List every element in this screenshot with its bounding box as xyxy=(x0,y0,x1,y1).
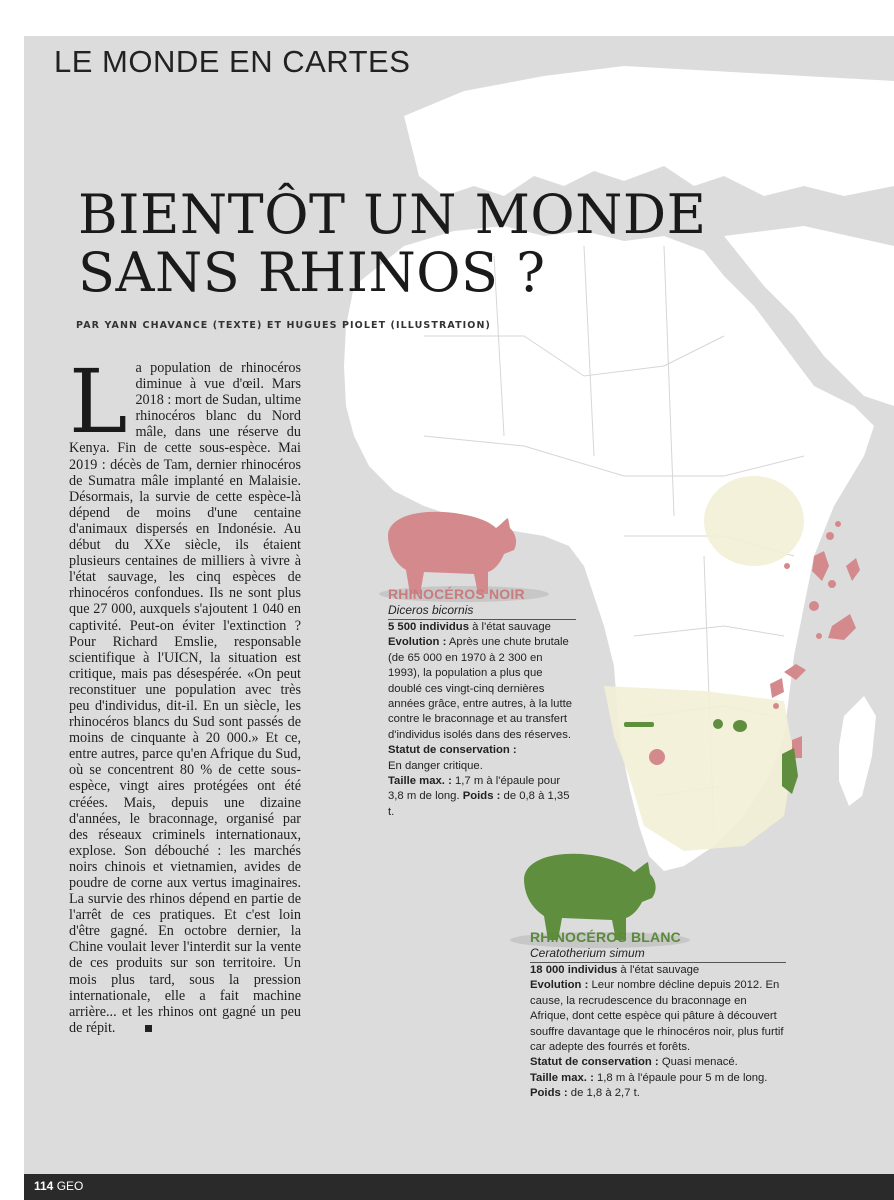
range-zone-south xyxy=(604,686,794,851)
white-rhino-pop xyxy=(713,719,723,729)
black-rhino-pop xyxy=(809,601,819,611)
headline-line-1: BIENTÔT UN MONDE xyxy=(78,183,707,246)
black-rhino-pop xyxy=(784,563,790,569)
black-rhino-pop xyxy=(816,633,822,639)
folio xyxy=(34,1179,83,1193)
dropcap: L xyxy=(69,350,128,453)
black-rhino-pop xyxy=(828,614,856,640)
page-footer xyxy=(24,1174,894,1200)
black-rhino-pop xyxy=(649,749,665,765)
range-zone-east xyxy=(704,476,804,566)
byline: PAR YANN CHAVANCE (TEXTE) ET HUGUES PIOLET (ILLUSTRATION) xyxy=(76,320,491,331)
end-mark xyxy=(145,1025,152,1032)
black-rhino-pop xyxy=(835,521,841,527)
article-text: a population de rhinocéros diminue à vue d'œil. Mars 2018 : mort de Sudan, ultime rhinocéros blanc du Nord mâle, dans une réserve du Kenya. Fin de cette sous-espèce. Mai 2019 : décès de Tam, dernier rhinocéros de Sumatra mâle implanté en Malaisie. Désormais, la survie de cette espèce-là dépend de moins d'une centaine d'animaux dispersés en Indonésie. Au début du XXe siècle, ils étaient plusieurs centaines de milliers à vivre à l'état sauvage, les cinq espèces de rhinocéros confondues. Ils ne sont plus que 27 000, auxquels s'ajoutent 1 040 en captivité. Peut-on éviter l'extinction ? Pour Richard Emslie, responsable scientifique à l'UICN, la situation est critique, mais pas désespérée. «On peut reconstituer une population avec très peu d'individus, dit-il. En un siècle, les rhinocéros blancs du Sud sont passés de moins de cinquante à 20 000.» Et ce, entre autres, parce qu'en Afrique du Sud, où se concentrent 80 % de cette sous-espèce, vingt aires protégées ont été créées. Mais, depuis une dizaine d'années, le braconnage, organisé par des réseaux criminels internationaux, explose. Son débouché : les marchés noirs chinois et vietnamien, avides de poudre de corne aux vertus imaginaires. La survie des rhinos dépend en partie de l'arrêt de ces pratiques. Et c'est loin d'être gagné. En octobre dernier, la Chine voulait lever l'interdit sur la vente de ces produits sur son territoire. Un mois plus tard, sous la pression internationale, elle a fait machine arrière... et les rhinos ont gagné un peu de répit. xyxy=(69,360,301,1036)
species-box-white-rhino xyxy=(530,929,786,1102)
species-size: Taille max. : 1,7 m à l'épaule pour 3,8 m de long. Poids : de 0,8 à 1,35 t. xyxy=(388,775,570,818)
species-latin-name: Ceratotherium simum xyxy=(530,946,786,963)
species-status: Statut de conservation : Quasi menacé. xyxy=(530,1056,738,1069)
headline-line-2: SANS RHINOS ? xyxy=(78,241,546,304)
species-name: RHINOCÉROS BLANC xyxy=(530,929,681,945)
species-evolution: Evolution : Après une chute brutale (de 65 000 en 1970 à 2 300 en 1993), la population a plus que doublé ces vingt-cinq dernières années grâce, entre autres, à la lutte contre le braconnage et au transfert d'individus isolés dans des réserves. xyxy=(388,636,573,741)
white-rhino-silhouette xyxy=(524,854,656,940)
article-body xyxy=(69,350,301,1036)
madagascar-land xyxy=(839,696,876,806)
species-count: 18 000 individus à l'état sauvage xyxy=(530,964,700,976)
species-evolution: Evolution : Leur nombre décline depuis 2012. En cause, la recrudescence du braconnage en Afrique, dont cette espèce qui pâture à découvert souffre davantage que le rhinocéros noir, plus furtif car adepte des fourrés et forêts. xyxy=(530,979,784,1054)
species-latin-name: Diceros bicornis xyxy=(388,603,576,620)
black-rhino-pop xyxy=(828,580,836,588)
page-number: 114 xyxy=(34,1179,54,1193)
species-weight: Poids : de 1,8 à 2,7 t. xyxy=(530,1087,640,1100)
headline xyxy=(78,183,718,304)
black-rhino-pop xyxy=(773,703,779,709)
magazine-name: GEO xyxy=(56,1179,84,1193)
black-rhino-pop xyxy=(812,551,829,581)
species-count: 5 500 individus à l'état sauvage xyxy=(388,621,551,633)
white-rhino-pop xyxy=(624,722,654,727)
species-status-label: Statut de conservation : xyxy=(388,744,517,757)
magazine-page xyxy=(24,36,894,1174)
species-status: En danger critique. xyxy=(388,759,483,772)
black-rhino-pop xyxy=(846,558,860,581)
section-title: LE MONDE EN CARTES xyxy=(54,44,411,79)
white-rhino-pop xyxy=(733,720,747,732)
black-rhino-pop xyxy=(826,532,834,540)
species-box-black-rhino xyxy=(388,586,576,820)
species-name: RHINOCÉROS NOIR xyxy=(388,586,525,602)
species-size: Taille max. : 1,8 m à l'épaule pour 5 m de long. xyxy=(530,1071,768,1084)
europe-land xyxy=(404,66,894,196)
